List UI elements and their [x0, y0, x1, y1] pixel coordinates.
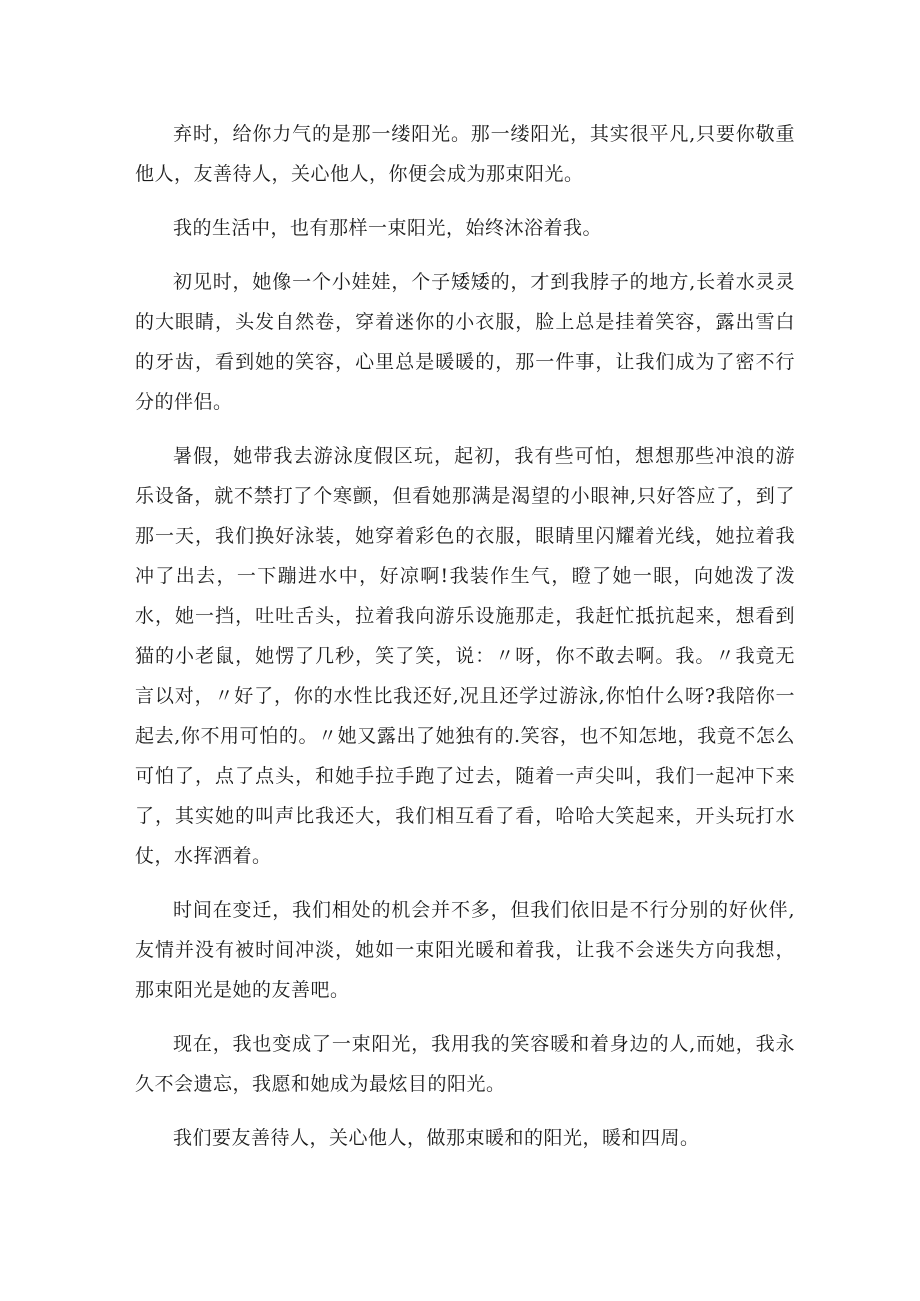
- article-body: [135, 114, 795, 1172]
- paragraph-4: 暑假，她带我去游泳度假区玩，起初，我有些可怕，想想那些冲浪的游乐设备，就不禁打了个寒颤，但看她那满是渴望的小眼神,只好答应了，到了那一天，我们换好泳装，她穿着彩色的衣服，眼睛里闪耀着光线，她拉着我冲了出去，一下蹦进水中，好凉啊!我装作生气，瞪了她一眼，向她泼了泼水，她一挡，吐吐舌头，拉着我向游乐设施那走，我赶忙抵抗起来，想看到猫的小老鼠，她愣了几秒，笑了笑，说：〃呀，你不敢去啊。我。〃我竟无言以对，〃好了，你的水性比我还好,况且还学过游泳,你怕什么呀?我陪你一起去,你不用可怕的。〃她又露出了她独有的.笑容，也不知怎地，我竟不怎么可怕了，点了点头，和她手拉手跑了过去，随着一声尖叫，我们一起冲下来了，其实她的叫声比我还大，我们相互看了看，哈哈大笑起来，开头玩打水仗，水挥洒着。: [135, 445, 795, 867]
- paragraph-7: 我们要友善待人，关心他人，做那束暖和的阳光，暖和四周。: [173, 1127, 700, 1149]
- paragraph-3: 初见时，她像一个小娃娃，个子矮矮的，才到我脖子的地方,长着水灵灵的大眼睛，头发自然卷，穿着迷你的小衣服，脸上总是挂着笑容，露出雪白的牙齿，看到她的笑容，心里总是暖暖的，那一件事，让我们成为了密不行分的伴侣。: [135, 271, 795, 413]
- paragraph-2: 我的生活中，也有那样一束阳光，始终沐浴着我。: [173, 217, 603, 239]
- paragraph-5: 时间在变迁，我们相处的机会并不多，但我们依旧是不行分别的好伙伴,友情并没有被时间冲淡，她如一束阳光暖和着我，让我不会迷失方向我想，那束阳光是她的友善吧。: [135, 899, 795, 1001]
- paragraph-1: 弃时，给你力气的是那一缕阳光。那一缕阳光，其实很平凡,只要你敬重他人，友善待人，关心他人，你便会成为那束阳光。: [135, 123, 795, 185]
- paragraph-6: 现在，我也变成了一束阳光，我用我的笑容暖和着身边的人,而她，我永久不会遗忘，我愿和她成为最炫目的阳光。: [135, 1033, 795, 1095]
